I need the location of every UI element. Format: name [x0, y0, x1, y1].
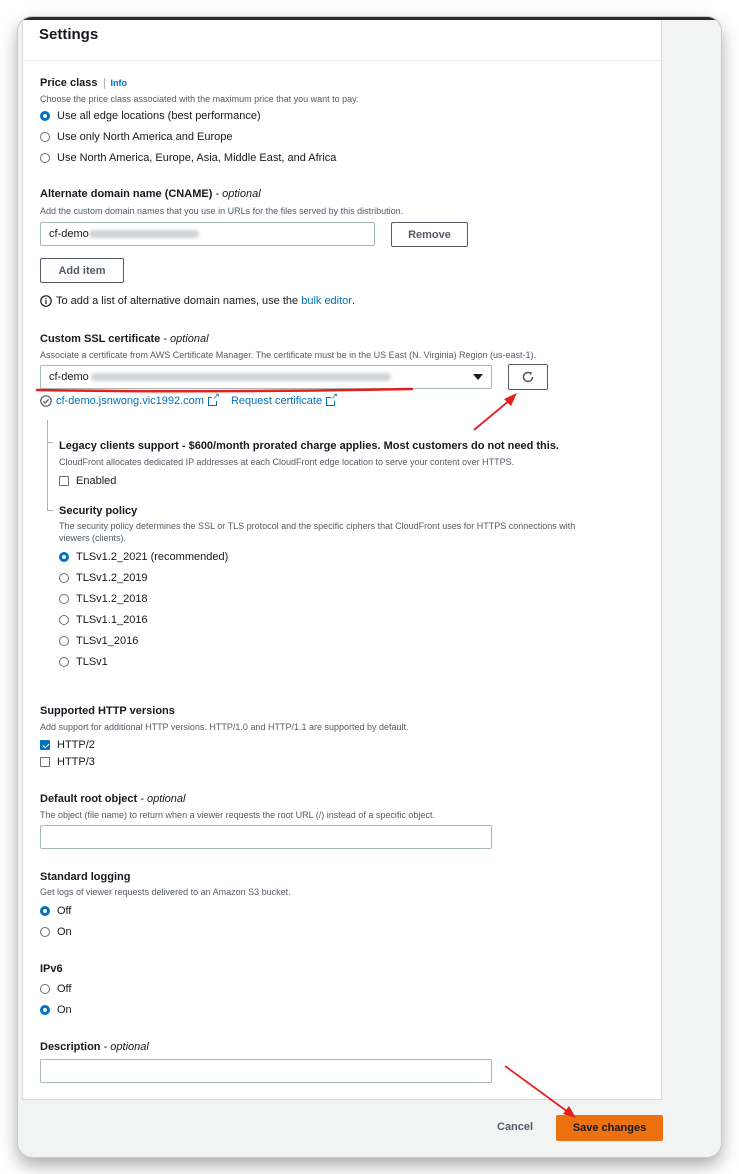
- option-label: Use North America, Europe, Asia, Middle East, and Africa: [57, 152, 337, 164]
- root-object-description: The object (file name) to return when a viewer requests the root URL (/) instead of a specific object.: [40, 810, 435, 820]
- cancel-button[interactable]: Cancel: [497, 1121, 534, 1133]
- http-versions-description: Add support for additional HTTP versions. HTTP/1.0 and HTTP/1.1 are supported by default.: [40, 722, 409, 732]
- price-class-info-link[interactable]: Info: [110, 78, 127, 88]
- price-class-label: Price class: [40, 77, 98, 89]
- cname-description: Add the custom domain names that you use in URLs for the files served by this distribution.: [40, 206, 404, 216]
- checkbox-label: HTTP/2: [57, 739, 95, 751]
- option-label: TLSv1.2_2019: [76, 572, 148, 584]
- option-label: TLSv1_2016: [76, 635, 139, 647]
- description-label-text: Description: [40, 1041, 101, 1053]
- ipv6-label: IPv6: [40, 963, 63, 975]
- security-policy-description-2: viewers (clients).: [59, 533, 127, 543]
- ssl-description: Associate a certificate from AWS Certificate Manager. The certificate must be in the US East (N. Virginia) Region (us-east-1).: [40, 350, 537, 360]
- option-label: On: [57, 1004, 72, 1016]
- option-label: On: [57, 926, 72, 938]
- legacy-clients-label: Legacy clients support - $600/month prorated charge applies. Most customers do not need this.: [59, 440, 559, 452]
- cname-value: cf-demo: [49, 228, 89, 240]
- option-label: Use all edge locations (best performance): [57, 110, 261, 122]
- option-label: TLSv1.2_2018: [76, 593, 148, 605]
- annotation-arrow-line: [505, 1066, 568, 1112]
- settings-title: Settings: [39, 26, 99, 43]
- remove-button[interactable]: Remove: [391, 222, 468, 247]
- optional-tag: - optional: [140, 793, 186, 805]
- legacy-clients-description: CloudFront allocates dedicated IP addresses at each CloudFront edge location to serve your content over HTTPS.: [59, 457, 515, 467]
- add-item-button[interactable]: Add item: [40, 258, 124, 283]
- option-label: TLSv1: [76, 656, 108, 668]
- option-label: TLSv1.2_2021 (recommended): [76, 551, 229, 563]
- cname-label-text: Alternate domain name (CNAME): [40, 188, 213, 200]
- annotation-underline: [37, 389, 412, 391]
- http-versions-label: Supported HTTP versions: [40, 705, 175, 717]
- option-label: Use only North America and Europe: [57, 131, 233, 143]
- ssl-label-text: Custom SSL certificate: [40, 333, 161, 345]
- option-label: Off: [57, 905, 72, 917]
- annotation-arrow-head: [563, 1106, 576, 1118]
- option-label: TLSv1.1_2016: [76, 614, 148, 626]
- checkbox-label: Enabled: [76, 475, 117, 487]
- logging-label: Standard logging: [40, 871, 131, 883]
- request-certificate-link[interactable]: Request certificate: [230, 395, 323, 407]
- certificate-link[interactable]: cf-demo.jsnwong.vic1992.com: [56, 395, 204, 407]
- bulk-editor-link[interactable]: bulk editor: [301, 295, 352, 307]
- option-label: Off: [57, 983, 72, 995]
- logging-description: Get logs of viewer requests delivered to an Amazon S3 bucket.: [40, 887, 291, 897]
- checkbox-label: HTTP/3: [57, 756, 95, 768]
- ssl-value: cf-demo: [49, 371, 89, 383]
- optional-tag: - optional: [103, 1041, 149, 1053]
- optional-tag: - optional: [163, 333, 209, 345]
- hint-suffix: .: [351, 295, 356, 307]
- price-class-description: Choose the price class associated with the maximum price that you want to pay.: [40, 94, 359, 104]
- security-policy-label: Security policy: [59, 505, 138, 517]
- hint-text: To add a list of alternative domain names, use the: [56, 295, 299, 307]
- annotation-arrow-line: [474, 400, 510, 430]
- optional-tag: - optional: [215, 188, 261, 200]
- security-policy-description-1: The security policy determines the SSL or TLS protocol and the specific ciphers that CloudFront uses for HTTPS connections with: [59, 521, 576, 531]
- root-object-label-text: Default root object: [40, 793, 138, 805]
- save-changes-button[interactable]: Save changes: [556, 1115, 663, 1141]
